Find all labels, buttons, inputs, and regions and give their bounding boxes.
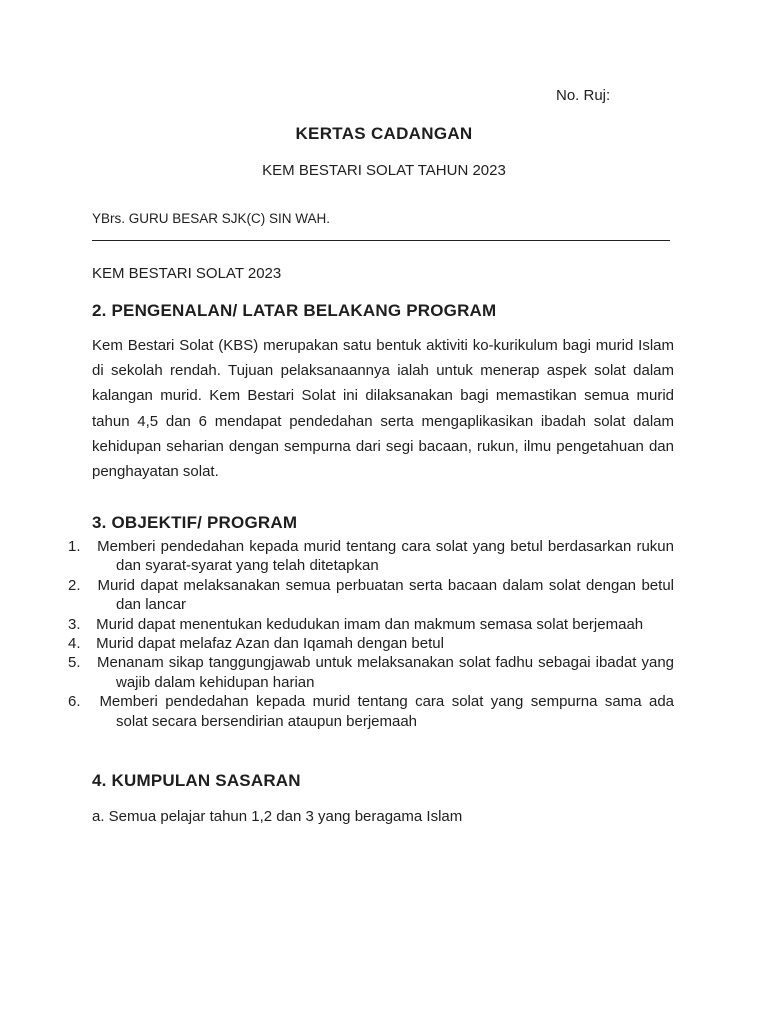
- program-name: KEM BESTARI SOLAT 2023: [92, 265, 282, 282]
- objective-item: 2. Murid dapat melaksanakan semua perbuatan serta bacaan dalam solat dengan betul dan lancar: [68, 576, 674, 614]
- document-subtitle: KEM BESTARI SOLAT TAHUN 2023: [262, 162, 506, 179]
- target-group-item: a. Semua pelajar tahun 1,2 dan 3 yang beragama Islam: [92, 808, 463, 825]
- objective-text: Memberi pendedahan kepada murid tentang cara solat yang sempurna sama ada solat secara bersendirian ataupun berjemaah: [99, 693, 675, 730]
- section-heading-pengenalan: 2. PENGENALAN/ LATAR BELAKANG PROGRAM: [92, 301, 497, 320]
- objective-item: 3. Murid dapat menentukan kedudukan imam dan makmum semasa solat berjemaah: [68, 615, 644, 633]
- section-heading-objektif: 3. OBJEKTIF/ PROGRAM: [92, 513, 298, 532]
- objective-item: 6. Memberi pendedahan kepada murid tentang cara solat yang sempurna sama ada solat secara bersendirian ataupun berjemaah: [68, 693, 675, 730]
- objective-text: Memberi pendedahan kepada murid tentang cara solat yang betul berdasarkan rukun dan syarat-syarat yang telah ditetapkan: [97, 538, 674, 575]
- objective-text: Murid dapat melaksanakan semua perbuatan serta bacaan dalam solat dengan betul dan lancar: [97, 576, 674, 614]
- objectives-list: [68, 537, 675, 731]
- horizontal-divider: [92, 240, 670, 241]
- recipient-line: YBrs. GURU BESAR SJK(C) SIN WAH.: [92, 211, 331, 226]
- objective-text: Murid dapat menentukan kedudukan imam dan makmum semasa solat berjemaah: [96, 615, 644, 633]
- objective-text: Menanam sikap tanggungjawab untuk melaksanakan solat fadhu sebagai ibadat yang wajib dalam kehidupan harian: [97, 654, 674, 691]
- objective-item: 5. Menanam sikap tanggungjawab untuk melaksanakan solat fadhu sebagai ibadat yang wajib dalam kehidupan harian: [68, 654, 674, 691]
- objective-item: 4. Murid dapat melafaz Azan dan Iqamah dengan betul: [68, 635, 444, 653]
- objective-text: Murid dapat melafaz Azan dan Iqamah dengan betul: [96, 635, 444, 653]
- document-title: KERTAS CADANGAN: [295, 124, 473, 143]
- reference-number: No. Ruj:: [556, 87, 611, 104]
- objective-item: 1. Memberi pendedahan kepada murid tentang cara solat yang betul berdasarkan rukun dan syarat-syarat yang telah ditetapkan: [68, 538, 674, 575]
- pengenalan-paragraph: Kem Bestari Solat (KBS) merupakan satu bentuk aktiviti ko-kurikulum bagi murid Islam di sekolah rendah. Tujuan pelaksanaannya ialah untuk menerap aspek solat dalam kalangan murid. Kem Bestari Solat ini dilaksanakan bagi memastikan semua murid tahun 4,5 dan 6 mendapat pendedahan serta mengaplikasikan ibadah solat dalam kehidupan seharian dengan sempurna dari segi bacaan, rukun, ilmu pengetahuan dan penghayatan solat.: [92, 337, 674, 481]
- section-heading-sasaran: 4. KUMPULAN SASARAN: [92, 771, 301, 790]
